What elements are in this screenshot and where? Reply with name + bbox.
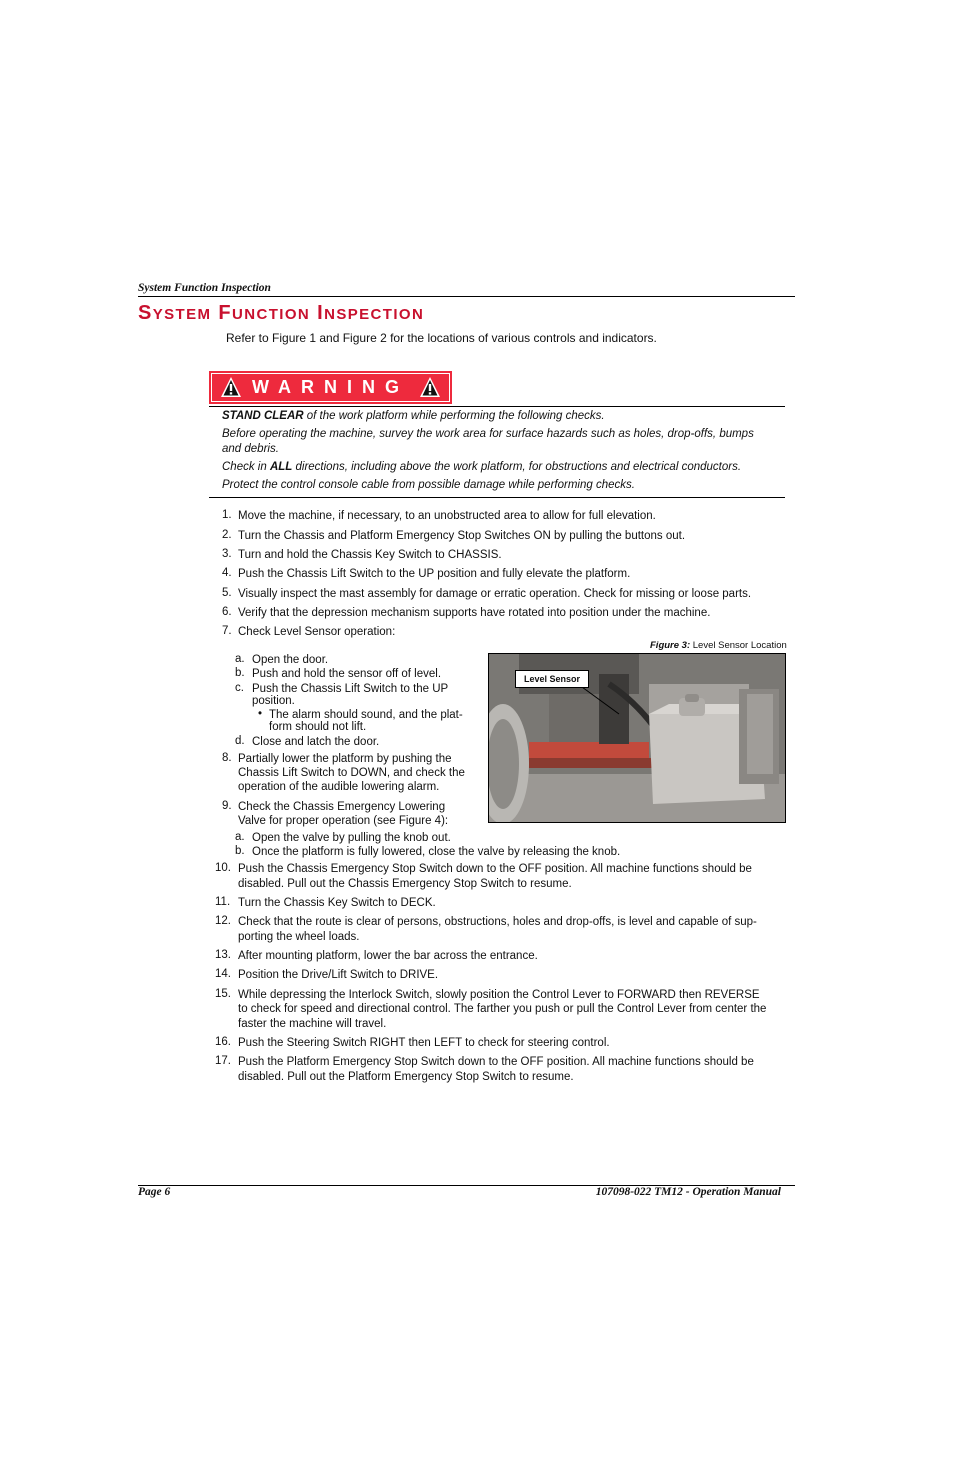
step-text: porting the wheel loads. — [238, 931, 360, 943]
page-title: SYSTEM FUNCTION INSPECTION — [138, 302, 425, 324]
warning-label: WARNING — [252, 377, 409, 397]
step-number: 3. — [222, 548, 232, 560]
step-text: Move the machine, if necessary, to an unobstructed area to allow for full elevation. — [238, 510, 656, 522]
step-text: Push the Steering Switch RIGHT then LEFT to check for steering control. — [238, 1037, 610, 1049]
step-number: 6. — [222, 606, 232, 618]
warning-line: Check in ALL directions, including above the work platform, for obstructions and electrical conductors. — [222, 461, 742, 473]
warning-banner — [209, 371, 452, 404]
warning-line: STAND CLEAR of the work platform while performing the following checks. — [222, 410, 605, 422]
warning-line: Before operating the machine, survey the work area for surface hazards such as holes, drop-offs, bumps — [222, 428, 754, 440]
step-number: 15. — [215, 988, 231, 1000]
step-number: 5. — [222, 587, 232, 599]
intro-text: Refer to Figure 1 and Figure 2 for the locations of various controls and indicators. — [226, 331, 657, 345]
step-number: 16. — [215, 1036, 231, 1048]
substep-letter: b. — [235, 667, 245, 679]
step-text: Partially lower the platform by pushing the — [238, 753, 452, 765]
step-text: Check Level Sensor operation: — [238, 626, 396, 638]
step-text: Turn the Chassis Key Switch to DECK. — [238, 897, 436, 909]
step-number: 8. — [222, 752, 232, 764]
step-text: Position the Drive/Lift Switch to DRIVE. — [238, 969, 439, 981]
step-number: 17. — [215, 1055, 231, 1067]
substep-text: Open the valve by pulling the knob out. — [252, 832, 451, 844]
substep-letter: d. — [235, 735, 245, 747]
header-rule — [138, 296, 795, 297]
step-text: While depressing the Interlock Switch, slowly position the Control Lever to FORWARD then REVERSE — [238, 989, 760, 1001]
step-text: Chassis Lift Switch to DOWN, and check the — [238, 767, 465, 779]
warning-triangle-icon — [220, 376, 242, 398]
step-text: After mounting platform, lower the bar across the entrance. — [238, 950, 538, 962]
warning-box — [209, 406, 785, 498]
step-text: Turn the Chassis and Platform Emergency Stop Switches ON by pulling the buttons out. — [238, 530, 686, 542]
step-text: Verify that the depression mechanism supports have rotated into position under the machine. — [238, 607, 711, 619]
warning-line: Protect the control console cable from possible damage while performing checks. — [222, 479, 635, 491]
bullet: • — [258, 708, 263, 720]
substep-text: Open the door. — [252, 654, 329, 666]
step-number: 13. — [215, 949, 231, 961]
substep-text: Push and hold the sensor off of level. — [252, 668, 442, 680]
running-header: System Function Inspection — [138, 282, 271, 294]
substep-text: Push the Chassis Lift Switch to the UP — [252, 683, 449, 695]
substep-letter: a. — [235, 653, 245, 665]
level-sensor-callout: Level Sensor — [515, 670, 589, 688]
step-number: 2. — [222, 529, 232, 541]
step-text: Push the Chassis Lift Switch to the UP position and fully elevate the platform. — [238, 568, 631, 580]
step-text: Push the Platform Emergency Stop Switch down to the OFF position. All machine functions should be — [238, 1056, 754, 1068]
level-sensor-photo — [488, 653, 786, 823]
step-number: 11. — [215, 896, 231, 908]
step-text: Turn and hold the Chassis Key Switch to CHASSIS. — [238, 549, 502, 561]
substep-letter: a. — [235, 831, 245, 843]
step-text: Check the Chassis Emergency Lowering — [238, 801, 446, 813]
step-text: Push the Chassis Emergency Stop Switch down to the OFF position. All machine functions should be — [238, 863, 752, 875]
step-text: faster the machine will travel. — [238, 1018, 387, 1030]
step-number: 14. — [215, 968, 231, 980]
page-number: Page 6 — [138, 1186, 171, 1198]
step-text: disabled. Pull out the Chassis Emergency Stop Switch to resume. — [238, 878, 572, 890]
step-text: Visually inspect the mast assembly for damage or erratic operation. Check for missing or loose parts. — [238, 588, 752, 600]
bullet-text: The alarm should sound, and the plat- — [269, 709, 463, 721]
substep-letter: c. — [235, 682, 244, 694]
step-number: 9. — [222, 800, 232, 812]
substep-text: position. — [252, 695, 295, 707]
warning-line: and debris. — [222, 443, 279, 455]
step-text: to check for speed and directional control. The farther you push or pull the Control Lever from center the — [238, 1003, 767, 1015]
warning-triangle-icon — [419, 376, 441, 398]
step-text: disabled. Pull out the Platform Emergency Stop Switch to resume. — [238, 1071, 574, 1083]
step-number: 12. — [215, 915, 231, 927]
step-text: operation of the audible lowering alarm. — [238, 781, 440, 793]
substep-letter: b. — [235, 845, 245, 857]
step-number: 10. — [215, 862, 231, 874]
step-text: Check that the route is clear of persons, obstructions, holes and drop-offs, is level and capable of sup- — [238, 916, 757, 928]
step-number: 7. — [222, 625, 232, 637]
bullet-text: form should not lift. — [269, 721, 367, 733]
figure-caption: Figure 3: Level Sensor Location — [650, 640, 787, 651]
document-id: 107098-022 TM12 - Operation Manual — [595, 1186, 781, 1198]
substep-text: Close and latch the door. — [252, 736, 380, 748]
step-text: Valve for proper operation (see Figure 4): — [238, 815, 449, 827]
substep-text: Once the platform is fully lowered, close the valve by releasing the knob. — [252, 846, 621, 858]
step-number: 4. — [222, 567, 232, 579]
step-number: 1. — [222, 509, 232, 521]
